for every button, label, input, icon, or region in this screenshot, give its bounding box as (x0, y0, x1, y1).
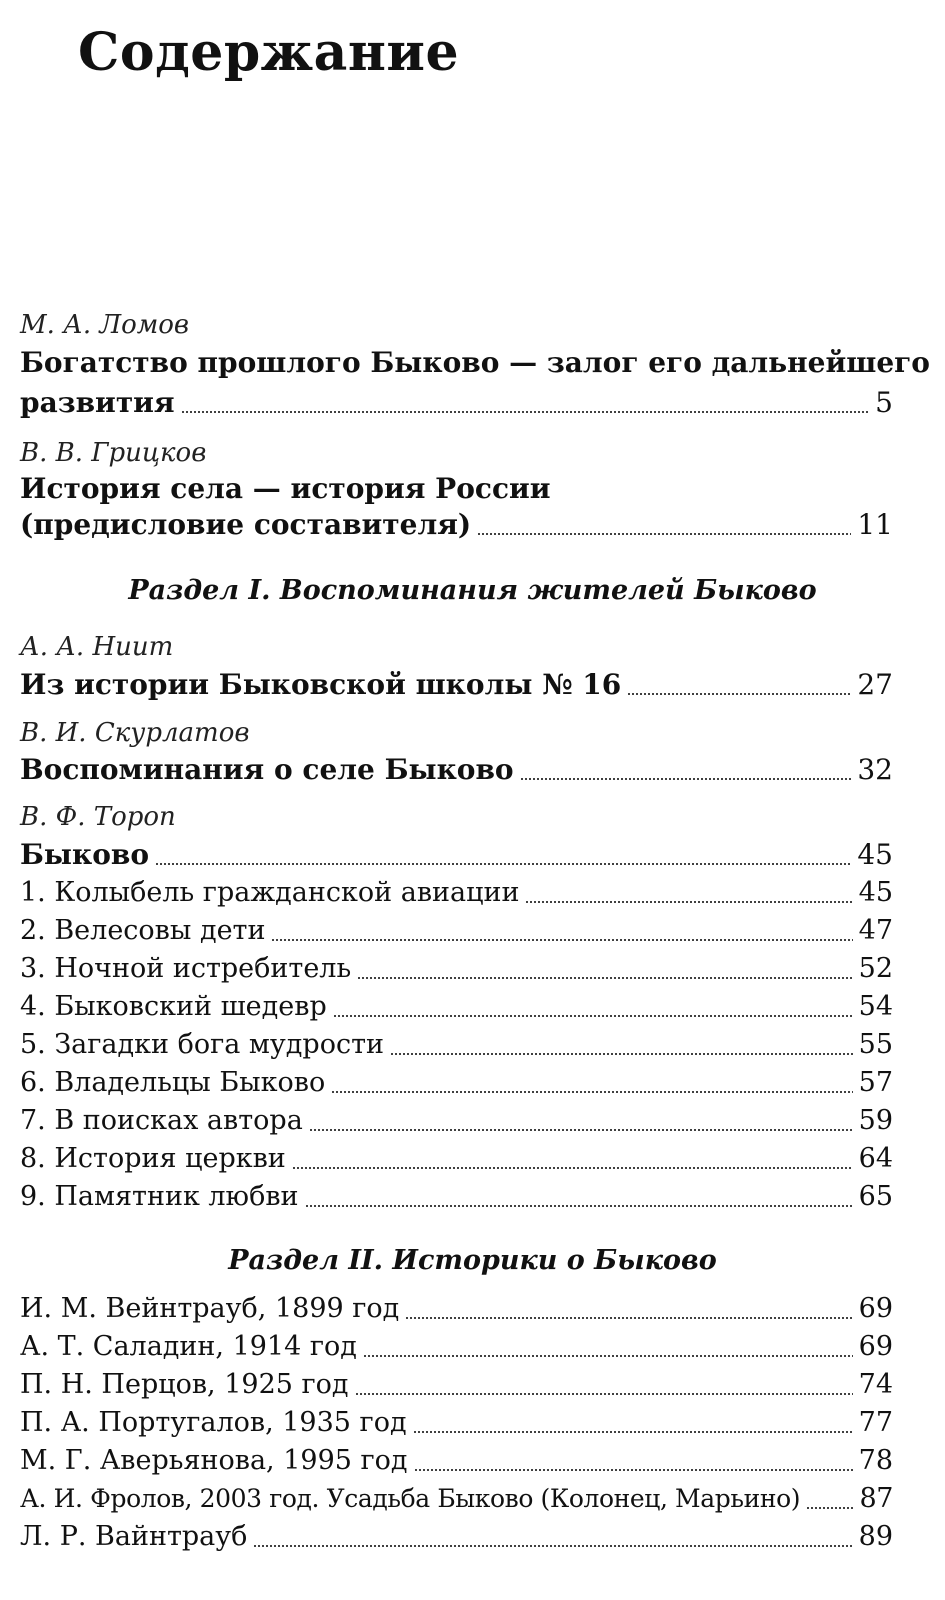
dot-leader (525, 901, 852, 903)
toc-entry-label: Воспоминания о селе Быково (20, 753, 514, 786)
dot-leader (806, 1507, 853, 1509)
toc-historian[interactable] (20, 1442, 893, 1480)
toc-chapter[interactable] (20, 988, 893, 1026)
toc-entry-label: А. Т. Саладин, 1914 год (20, 1331, 357, 1362)
dot-leader (520, 778, 852, 780)
page-number: 77 (858, 1407, 893, 1438)
page-number: 47 (858, 915, 893, 946)
toc-entry-label: Быково (20, 838, 150, 871)
page-number: 65 (858, 1181, 893, 1212)
dot-leader (155, 863, 851, 865)
page-number: 69 (858, 1293, 893, 1324)
dot-leader (627, 693, 851, 695)
toc-title-line: Богатство прошлого Быково — залог его дальнейшего (20, 346, 930, 379)
author-torop: В. Ф. Тороп (20, 802, 176, 832)
dot-leader (271, 939, 852, 941)
dot-leader (357, 977, 852, 979)
toc-entry-label: М. Г. Аверьянова, 1995 год (20, 1445, 408, 1476)
page-number: 78 (858, 1445, 893, 1476)
page-number: 45 (858, 877, 893, 908)
toc-chapter[interactable] (20, 1102, 893, 1140)
toc-chapter[interactable] (20, 912, 893, 950)
page-number: 52 (858, 953, 893, 984)
page-number: 55 (858, 1029, 893, 1060)
page-number: 54 (858, 991, 893, 1022)
page-number: 32 (857, 753, 893, 786)
toc-entry-label: 7. В поисках автора (20, 1105, 303, 1136)
toc-entry-label: 6. Владельцы Быково (20, 1067, 326, 1098)
toc-entry-label: 8. История церкви (20, 1143, 286, 1174)
dot-leader (253, 1545, 852, 1547)
toc-title-line: История села — история России (20, 472, 551, 505)
dot-leader (405, 1317, 852, 1319)
dot-leader (309, 1129, 853, 1131)
toc-entry-label: П. Н. Перцов, 1925 год (20, 1369, 349, 1400)
dot-leader (331, 1091, 852, 1093)
page-number: 11 (857, 508, 893, 541)
dot-leader (292, 1167, 853, 1169)
toc-entry-label: 2. Велесовы дети (20, 915, 266, 946)
toc-entry-label: 3. Ночной истребитель (20, 953, 352, 984)
dot-leader (305, 1205, 853, 1207)
toc-entry[interactable] (20, 506, 893, 544)
toc-chapter[interactable] (20, 1026, 893, 1064)
dot-leader (414, 1469, 853, 1471)
page-number: 69 (858, 1331, 893, 1362)
author-gritskov: В. В. Грицков (20, 438, 207, 468)
author-niit: А. А. Ниит (20, 632, 174, 662)
author-lomov: М. А. Ломов (20, 310, 190, 340)
toc-entry-label: развития (20, 386, 175, 419)
dot-leader (355, 1393, 853, 1395)
toc-chapter[interactable] (20, 950, 893, 988)
toc-entry[interactable] (20, 836, 893, 874)
toc-entry-label: Л. Р. Вайнтрауб (20, 1521, 248, 1552)
page-number: 64 (858, 1143, 893, 1174)
toc-entry-label: 9. Памятник любви (20, 1181, 299, 1212)
page-number: 59 (858, 1105, 893, 1136)
page-number: 5 (875, 386, 893, 419)
toc-entry-label: 5. Загадки бога мудрости (20, 1029, 385, 1060)
toc-entry-label: 4. Быковский шедевр (20, 991, 327, 1022)
page-number: 27 (857, 668, 893, 701)
toc-entry-label: А. И. Фролов, 2003 год. Усадьба Быково (Колонец, Марьино) (20, 1484, 801, 1513)
page-number: 57 (858, 1067, 893, 1098)
toc-entry-label: И. М. Вейнтрауб, 1899 год (20, 1293, 400, 1324)
dot-leader (477, 533, 851, 535)
toc-historian[interactable] (20, 1366, 893, 1404)
toc-historian[interactable] (20, 1328, 893, 1366)
dot-leader (333, 1015, 853, 1017)
toc-historian[interactable] (20, 1518, 893, 1556)
toc-entry-label: Из истории Быковской школы № 16 (20, 668, 622, 701)
toc-entry[interactable] (20, 384, 893, 422)
toc-chapter[interactable] (20, 1178, 893, 1216)
page-number: 45 (857, 838, 893, 871)
dot-leader (413, 1431, 853, 1433)
toc-entry[interactable] (20, 751, 893, 789)
toc-historian[interactable] (20, 1480, 893, 1518)
toc-chapter[interactable] (20, 1140, 893, 1178)
toc-chapter[interactable] (20, 1064, 893, 1102)
page-number: 87 (859, 1483, 893, 1514)
section-heading-2: Раздел II. Историки о Быково (228, 1245, 717, 1276)
toc-chapter[interactable] (20, 874, 893, 912)
toc-historian[interactable] (20, 1290, 893, 1328)
toc-entry-label: 1. Колыбель гражданской авиации (20, 877, 520, 908)
page-number: 89 (858, 1521, 893, 1552)
page-title: Содержание (78, 22, 460, 83)
toc-entry-label: П. А. Португалов, 1935 год (20, 1407, 407, 1438)
page-number: 74 (858, 1369, 893, 1400)
toc-entry-label: (предисловие составителя) (20, 508, 472, 541)
toc-historian[interactable] (20, 1404, 893, 1442)
dot-leader (363, 1355, 853, 1357)
dot-leader (390, 1053, 853, 1055)
author-skurlatov: В. И. Скурлатов (20, 718, 250, 748)
toc-entry[interactable] (20, 666, 893, 704)
section-heading-1: Раздел I. Воспоминания жителей Быково (128, 575, 817, 606)
dot-leader (181, 411, 870, 413)
